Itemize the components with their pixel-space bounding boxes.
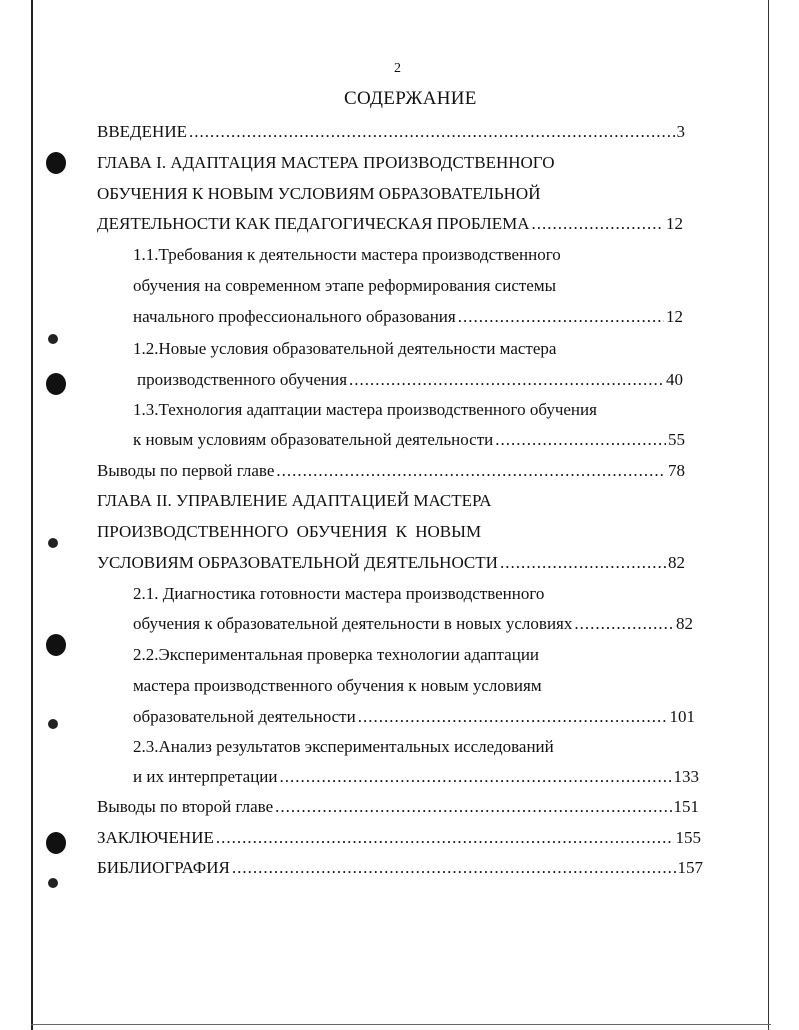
punch-hole bbox=[46, 832, 66, 854]
toc-page: 12 bbox=[666, 214, 683, 233]
toc-leader bbox=[276, 459, 666, 483]
toc-label: образовательной деятельности bbox=[133, 707, 356, 726]
toc-entry-intro bbox=[97, 120, 685, 144]
toc-page: 78 bbox=[668, 461, 685, 480]
toc-chapter1-line1: ГЛАВА I. АДАПТАЦИЯ МАСТЕРА ПРОИЗВОДСТВЕННОГО bbox=[97, 153, 555, 172]
toc-section-1-1-line2: обучения на современном этапе реформирования системы bbox=[133, 276, 557, 295]
toc-label: ДЕЯТЕЛЬНОСТИ КАК ПЕДАГОГИЧЕСКАЯ ПРОБЛЕМА bbox=[97, 214, 530, 233]
page-number: 2 bbox=[394, 61, 401, 76]
scan-speck bbox=[48, 538, 58, 548]
toc-leader bbox=[358, 705, 668, 729]
toc-leader bbox=[216, 826, 674, 850]
toc-page: 82 bbox=[668, 553, 685, 572]
toc-chapter1-line2: ОБУЧЕНИЯ К НОВЫМ УСЛОВИЯМ ОБРАЗОВАТЕЛЬНОЙ bbox=[97, 184, 541, 203]
scan-edge-bottom bbox=[31, 1024, 771, 1025]
toc-entry-section-2-1 bbox=[133, 612, 693, 636]
toc-label: ЗАКЛЮЧЕНИЕ bbox=[97, 828, 214, 847]
toc-entry-section-2-2 bbox=[133, 705, 695, 729]
page-title: СОДЕРЖАНИЕ bbox=[344, 88, 477, 109]
toc-leader bbox=[574, 612, 674, 636]
toc-label: ВВЕДЕНИЕ bbox=[97, 122, 187, 141]
toc-page: 133 bbox=[673, 767, 699, 786]
toc-entry-chapter1 bbox=[97, 212, 683, 236]
toc-leader bbox=[500, 551, 666, 575]
toc-leader bbox=[495, 428, 666, 452]
toc-entry-conclusion bbox=[97, 826, 701, 850]
toc-label: УСЛОВИЯМ ОБРАЗОВАТЕЛЬНОЙ ДЕЯТЕЛЬНОСТИ bbox=[97, 553, 498, 572]
toc-leader bbox=[349, 368, 664, 392]
toc-label: производственного обучения bbox=[137, 370, 348, 389]
toc-label: Выводы по второй главе bbox=[97, 797, 274, 816]
toc-section-1-3-line1: 1.3.Технология адаптации мастера производственного обучения bbox=[133, 400, 597, 419]
toc-entry-section-1-1 bbox=[133, 305, 683, 329]
toc-leader bbox=[279, 765, 671, 789]
toc-chapter2-line1: ГЛАВА II. УПРАВЛЕНИЕ АДАПТАЦИЕЙ МАСТЕРА bbox=[97, 491, 492, 510]
punch-hole bbox=[46, 634, 66, 656]
toc-entry-section-2-3 bbox=[133, 765, 699, 789]
toc-section-2-2-line1: 2.2.Экспериментальная проверка технологии адаптации bbox=[133, 645, 540, 664]
toc-label: начального профессионального образования bbox=[133, 307, 456, 326]
punch-hole bbox=[46, 373, 66, 395]
toc-page: 3 bbox=[676, 122, 685, 141]
toc-section-1-2-line1: 1.2.Новые условия образовательной деятельности мастера bbox=[133, 339, 557, 358]
toc-label: к новым условиям образовательной деятельности bbox=[133, 430, 494, 449]
toc-entry-conclusions2 bbox=[97, 795, 699, 819]
toc-page: 151 bbox=[673, 797, 699, 816]
toc-section-2-2-line2: мастера производственного обучения к новым условиям bbox=[133, 676, 542, 695]
toc-page: 82 bbox=[676, 614, 693, 633]
toc-page: 155 bbox=[675, 828, 701, 847]
scan-edge-left bbox=[31, 0, 33, 1030]
toc-page: 101 bbox=[669, 707, 695, 726]
toc-label: Выводы по первой главе bbox=[97, 461, 275, 480]
toc-leader bbox=[532, 212, 664, 236]
toc-entry-section-1-2 bbox=[137, 368, 683, 392]
scan-speck bbox=[48, 334, 58, 344]
toc-leader bbox=[275, 795, 671, 819]
toc-label: обучения к образовательной деятельности в новых условиях bbox=[133, 614, 573, 633]
toc-entry-section-1-3 bbox=[133, 428, 685, 452]
toc-section-1-1-line1: 1.1.Требования к деятельности мастера производственного bbox=[133, 245, 561, 264]
scan-edge-right bbox=[768, 0, 769, 1030]
toc-label: БИБЛИОГРАФИЯ bbox=[97, 858, 230, 877]
toc-entry-bibliography bbox=[97, 856, 703, 880]
toc-leader bbox=[458, 305, 664, 329]
toc-page: 55 bbox=[668, 430, 685, 449]
toc-page: 40 bbox=[666, 370, 683, 389]
toc-entry-chapter2 bbox=[97, 551, 685, 575]
toc-label: и их интерпретации bbox=[133, 767, 278, 786]
toc-entry-conclusions1 bbox=[97, 459, 685, 483]
toc-chapter2-line2: ПРОИЗВОДСТВЕННОГО ОБУЧЕНИЯ К НОВЫМ bbox=[97, 522, 482, 541]
toc-section-2-3-line1: 2.3.Анализ результатов экспериментальных исследований bbox=[133, 737, 554, 756]
punch-hole bbox=[46, 152, 66, 174]
toc-leader bbox=[189, 120, 675, 144]
scan-speck bbox=[48, 719, 58, 729]
toc-page: 12 bbox=[666, 307, 683, 326]
toc-section-2-1-line1: 2.1. Диагностика готовности мастера производственного bbox=[133, 584, 545, 603]
scan-speck bbox=[48, 878, 58, 888]
toc-leader bbox=[232, 856, 676, 880]
toc-page: 157 bbox=[677, 858, 703, 877]
